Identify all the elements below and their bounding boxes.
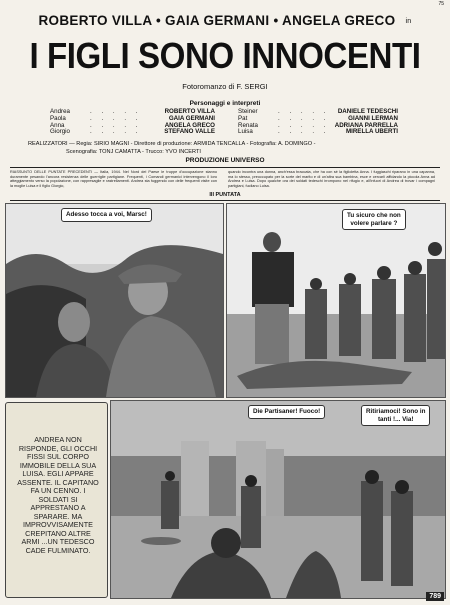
cast-row: Andrea . . . . . ROBERTO VILLA: [50, 108, 215, 115]
photo-soldiers: [227, 204, 445, 397]
star-billing: ROBERTO VILLA • GAIA GERMANI • ANGELA GRECO in: [38, 13, 412, 28]
photo-interrogation: [6, 204, 223, 397]
photo-panel-interrogation: [5, 203, 224, 398]
photo-ambush: [111, 401, 445, 598]
cast-row: Steiner . . . . . DANIELE TEDESCHI: [238, 108, 398, 115]
divider: [10, 167, 440, 168]
page-number-bottom: 789: [426, 592, 444, 601]
cast-row: Luisa . . . . . MIRELLA UBERTI: [238, 128, 398, 136]
speech-bubble: Adesso tocca a voi, Marsc!: [61, 208, 152, 222]
credits-line: Scenografia: TONJ CAMATTA - Trucco: YVO INCERTI: [66, 148, 201, 155]
photo-panel-ambush: [110, 400, 446, 599]
in-label: in: [405, 17, 412, 25]
photo-panel-soldiers: [226, 203, 446, 398]
credits: [28, 141, 440, 156]
speech-bubble: Ritiriamoci! Sono in tanti !... Via!: [361, 405, 430, 426]
production-label: PRODUZIONE UNIVERSO: [185, 157, 265, 164]
page-number-top: 75: [438, 1, 444, 7]
cast-list-left: [50, 109, 215, 136]
cast-row: Anna . . . . . ANGELA GRECO: [50, 121, 215, 129]
cast-row: Renata . . . . . ADRIANA PARRELLA: [238, 121, 398, 129]
speech-bubble: Die Partisaner! Fuoco!: [248, 405, 325, 419]
cast-row: Pat . . . . . GIANNI LERMAN: [238, 114, 398, 122]
episode-label: III PUNTATA: [209, 192, 241, 198]
speech-bubble: Tu sicuro che non volere parlare ?: [342, 209, 406, 230]
recap-right: quando incontra una donna, anch'essa braccata, che ha con sé la figlioletta Anna. I fuggiaschi riparano in una capanna, ma lo stesso, preoccupato per la sorte del marito e di un'altra sua bambina, esce e cercarli affidando la piccola Anna ad Andrea e Luisa. Dopo qualche ora dei soldati tedeschi irrompono nel rifugio e, all'infuori di Andrea di trovar i compagni partigiani, fucilano Luisa.: [228, 170, 435, 188]
caption-text: ANDREA NON RISPONDE, GLI OCCHI FISSI SUL CORPO IMMOBILE DELLA SUA LUISA. EGLI APPARE ASSENTE. IL CAPITANO FA UN CENNO. I SOLDATI SI APPRESTANO A SPARARE. MA IMPROVVISAMENTE CREPITANO ALTRE ARMI ...UN TEDESCO CADE FULMINATO.: [17, 435, 99, 555]
cast-heading: Personaggi e interpreti: [189, 100, 261, 107]
cast-list-right: [238, 109, 398, 136]
cast-row: Giorgio . . . . . STEFANO VALLE: [50, 128, 215, 136]
caption-box: [5, 402, 108, 598]
story-title: I FIGLI SONO INNOCENTI: [29, 35, 421, 76]
credits-line: REALIZZATORI — Regia: SIRIO MAGNI - Direttore di produzione: ARMIDA TENCALLA - Fotografia: A. DOMINGO -: [28, 141, 316, 147]
recap-left: RIASSUNTO DELLE PUNTATE PRECEDENTI — Italia, 1944. Nel Nord del Paese le truppe d'occupazione stanno duramente pesando l'ancora resistenza delle guerriglie partigiane. Frequenti, i Comandi germanici intervengono il loro atteggiamento verso la popolazione, con rappresaglie e rastrellamenti. Andrea sta fuggendo con delle frequenti visite con la moglie Luisa e il figlio Giorgio,: [10, 170, 217, 188]
divider: [10, 200, 440, 201]
actor-name: ROBERTO VILLA: [38, 13, 152, 28]
actor-name: ANGELA GRECO: [282, 13, 396, 28]
actor-name: GAIA GERMANI: [165, 13, 270, 28]
cast-row: Paola . . . . . GAIA GERMANI: [50, 114, 215, 122]
story-subtitle: Fotoromanzo di F. SERGI: [182, 82, 268, 91]
